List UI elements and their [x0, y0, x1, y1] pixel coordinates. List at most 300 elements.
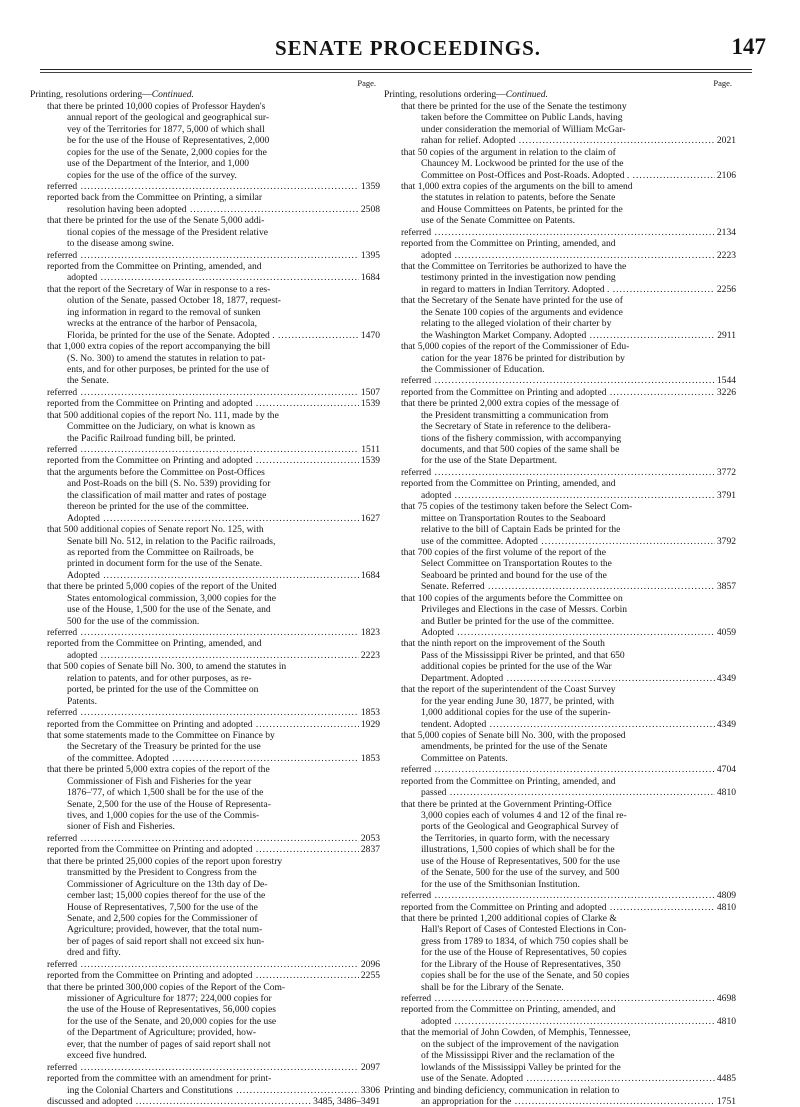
index-entry-text: Printing, resolutions ordering— — [384, 89, 506, 101]
page-reference: 1823 — [360, 627, 380, 638]
page-reference: 3857 — [716, 581, 736, 593]
index-entry-text: referred ..... — [47, 250, 380, 261]
index-entry-text: reported from the Committee on Printing and adopted ..... — [401, 387, 736, 398]
index-entry-text: for the year ending June 30, 1877, be printed, with — [421, 695, 615, 707]
index-entry-text: referred ..... — [47, 181, 380, 192]
index-line — [384, 112, 736, 123]
index-line — [384, 330, 736, 341]
index-line — [384, 833, 736, 844]
index-entry-text: Department. Adopted ..... — [421, 673, 736, 684]
index-line — [30, 581, 380, 592]
index-line — [384, 284, 736, 295]
index-line — [384, 478, 736, 489]
index-line — [30, 250, 380, 261]
index-line — [30, 684, 380, 695]
index-entry-text: that there be printed 10,000 copies of Professor Hayden's — [47, 100, 266, 112]
index-entry-text: reported from the committee with an amendment for print- — [47, 1073, 272, 1085]
index-line — [384, 673, 736, 684]
index-entry-text: that 5,000 copies of Senate bill No. 300, with the proposed — [401, 729, 626, 741]
index-line — [384, 101, 736, 112]
index-line — [384, 238, 736, 249]
index-entry-text: for the use of the House of Representatives, 50 copies — [421, 947, 627, 959]
index-entry-text: Committee on Patents. — [421, 752, 508, 764]
page-reference: 3485, 3486–3491 — [313, 1095, 380, 1107]
index-line — [384, 1085, 736, 1096]
index-line — [384, 593, 736, 604]
index-line — [384, 616, 736, 627]
index-entry-text: that the report of the superintendent of the Coast Survey — [401, 684, 616, 696]
index-entry-text: for the Library of the House of Representatives, 350 — [421, 958, 621, 970]
index-line — [30, 776, 380, 787]
index-line — [384, 627, 736, 638]
index-entry-text: for the use of the Senate, and 20,000 copies for the use — [67, 1015, 277, 1027]
index-entry-text: referred ..... — [47, 444, 380, 455]
index-entry-text: and House Committees on Patents, be printed for the — [421, 203, 623, 215]
index-line — [384, 204, 736, 215]
index-line — [30, 799, 380, 810]
index-line — [30, 455, 380, 466]
index-entry-text: ever, that the number of pages of said report shall not — [67, 1038, 271, 1050]
index-line — [30, 1096, 380, 1107]
index-line — [384, 730, 736, 741]
index-entry-text: Committee on Post-Offices and Post-Roads. Adopted . ..... — [421, 170, 736, 181]
index-entry-text: copies shall be for the use of the Senate, and 50 copies — [421, 970, 630, 982]
index-line — [30, 284, 380, 295]
index-line — [384, 318, 736, 329]
index-entry-text: sioner of Fish and Fisheries. — [67, 821, 175, 833]
index-entry-text: the Secretary of the Treasury be printed for the use — [67, 741, 261, 753]
index-line — [30, 1016, 380, 1027]
index-line — [384, 124, 736, 135]
index-entry-text: cember last; 15,000 copies thereof for the use of the — [67, 890, 266, 902]
index-line — [384, 490, 736, 501]
index-entry-text: use of the Department of the Interior, and 1,000 — [67, 158, 250, 170]
index-entry-text: Agriculture; provided, however, that the total num- — [67, 924, 263, 936]
index-line — [30, 833, 380, 844]
index-entry-text: reported from the Committee on Printing and adopted ..... — [47, 455, 380, 466]
index-line — [384, 295, 736, 306]
index-entry-text: testimony printed in the investigation now pending — [421, 272, 616, 284]
page-reference: 4349 — [716, 672, 736, 684]
index-entry-text: that there be printed 5,000 extra copies of the report of the — [47, 764, 270, 776]
index-entry-text: ing the Colonial Charters and Constitutions ..... — [67, 1085, 380, 1096]
index-entry-text: adopted ..... — [67, 650, 380, 661]
continued-label: Continued. — [151, 89, 194, 101]
index-line — [30, 661, 380, 672]
index-line — [384, 501, 736, 512]
index-entry-text: Senate bill No. 512, in relation to the Pacific railroads, — [67, 535, 276, 547]
index-entry-text: ing information in regard to the removal of sunken — [67, 306, 261, 318]
index-entry-text: ports of the Geological and Geographical Survey of — [421, 821, 619, 833]
index-line — [30, 101, 380, 112]
index-entry-text: referred ..... — [47, 833, 380, 844]
index-line — [384, 821, 736, 832]
index-entry-text: reported from the Committee on Printing, amended, and — [401, 1004, 616, 1016]
index-line — [384, 696, 736, 707]
index-entry-text: that some statements made to the Committee on Finance by — [47, 729, 275, 741]
index-entry-text: shall be for the Library of the Senate. — [421, 981, 564, 993]
index-entry-text: that 500 copies of Senate bill No. 300, to amend the statutes in — [47, 661, 287, 673]
index-line — [384, 982, 736, 993]
index-entry-text: vey of the Territories for 1877, 5,000 of which shall — [67, 123, 265, 135]
index-entry-text: that 1,000 extra copies of the arguments on the bill to amend — [401, 180, 633, 192]
index-line — [30, 1027, 380, 1038]
index-line — [384, 558, 736, 569]
page-reference: 4698 — [716, 993, 736, 1004]
page-reference: 4704 — [716, 764, 736, 776]
index-entry-text: (S. No. 300) to amend the statutes in relation to pat- — [67, 352, 266, 364]
index-line — [384, 764, 736, 775]
index-line — [384, 547, 736, 558]
index-entry-text: lowlands of the Mississippi Valley be printed for the — [421, 1061, 621, 1073]
index-entry-text: the Secretary of State in reference to the delibera- — [421, 421, 611, 433]
page-column-label: Page. — [357, 78, 376, 88]
index-line — [384, 181, 736, 192]
index-line — [384, 192, 736, 203]
right-column — [384, 78, 736, 1107]
index-line — [30, 741, 380, 752]
index-line — [30, 924, 380, 935]
index-line — [30, 856, 380, 867]
index-entry-text: of the committee. Adopted ..... — [67, 753, 380, 764]
index-line — [30, 375, 380, 386]
index-line — [30, 192, 380, 203]
index-line — [384, 387, 736, 398]
index-line — [30, 821, 380, 832]
index-line — [384, 398, 736, 409]
index-entry-text: the Washington Market Company. Adopted ..... — [421, 330, 736, 341]
index-line — [384, 638, 736, 649]
page-reference: 2223 — [716, 249, 736, 261]
index-line — [30, 638, 380, 649]
index-entry-text: use of the House, 1,500 for the use of the Senate, and — [67, 604, 271, 616]
index-line — [30, 364, 380, 375]
index-line — [30, 1085, 380, 1096]
page-reference: 1359 — [360, 180, 380, 192]
index-line — [30, 730, 380, 741]
index-entry-text: that there be printed 5,000 copies of the report of the United — [47, 581, 277, 593]
index-line — [384, 936, 736, 947]
index-line — [384, 741, 736, 752]
index-entry-text: ported, be printed for the use of the Committee on — [67, 684, 259, 696]
index-entry-text: reported from the Committee on Printing, amended, and — [47, 638, 262, 650]
index-entry-text: referred ..... — [401, 764, 736, 775]
index-line — [384, 581, 736, 592]
index-entry-text: documents, and that 500 copies of the same shall be — [421, 444, 620, 455]
index-line — [30, 913, 380, 924]
page-reference: 1627 — [360, 512, 380, 524]
page-reference: 4810 — [716, 901, 736, 913]
page-reference: 3772 — [716, 466, 736, 478]
index-line — [384, 170, 736, 181]
index-line — [30, 147, 380, 158]
index-entry-text: discussed and adopted ..... — [47, 1096, 380, 1107]
index-line — [30, 89, 380, 100]
index-line — [30, 879, 380, 890]
index-line — [30, 170, 380, 181]
page-reference: 1751 — [716, 1095, 736, 1107]
index-entry-text: referred ..... — [401, 375, 736, 386]
index-line — [30, 295, 380, 306]
index-entry-text: the Territories, in quarto form, with the necessary — [421, 832, 610, 844]
index-line — [30, 844, 380, 855]
index-line — [30, 410, 380, 421]
index-line — [384, 272, 736, 283]
index-line — [30, 444, 380, 455]
page-reference: 1853 — [360, 752, 380, 764]
index-line — [30, 810, 380, 821]
index-entry-text: tions of the fishery commission, with accompanying — [421, 432, 622, 444]
index-entry-text: that the report of the Secretary of War in response to a res- — [47, 283, 271, 295]
index-entry-text: passed ..... — [421, 787, 736, 798]
index-entry-text: that 1,000 extra copies of the report accompanying the bill — [47, 341, 271, 353]
index-entry-text: the President transmitting a communication from — [421, 409, 609, 421]
index-entry-text: that the Committee on Territories be authorized to have the — [401, 261, 627, 272]
index-line — [384, 776, 736, 787]
index-entry-text: missioner of Agriculture for 1877; 224,000 copies for — [67, 993, 272, 1004]
index-entry-text: that there be printed for the use of the Senate the testimony — [401, 100, 627, 112]
index-line — [30, 719, 380, 730]
index-entry-text: that 700 copies of the first volume of the report of the — [401, 546, 606, 558]
index-line — [30, 387, 380, 398]
index-line — [384, 433, 736, 444]
index-line — [384, 513, 736, 524]
index-entry-text: of the Senate, 500 for the use of the survey, and 500 — [421, 867, 620, 879]
index-line — [30, 890, 380, 901]
page-reference: 4349 — [716, 718, 736, 730]
index-line — [30, 970, 380, 981]
index-line — [384, 536, 736, 547]
index-entry-text: referred ..... — [47, 1062, 380, 1073]
index-entry-text: as reported from the Committee on Railroads, be — [67, 546, 254, 558]
page-reference: 2134 — [716, 226, 736, 238]
index-entry-text: referred ..... — [401, 467, 736, 478]
index-line — [384, 867, 736, 878]
index-entry-text: on the subject of the improvement of the navigation — [421, 1038, 619, 1050]
index-line — [384, 902, 736, 913]
index-entry-text: the statutes in relation to patents, before the Senate — [421, 192, 616, 204]
page-reference: 4810 — [716, 787, 736, 799]
index-line — [30, 1050, 380, 1061]
index-entry-text: Printing, resolutions ordering— — [30, 89, 152, 101]
index-entry-text: gress from 1789 to 1834, of which 750 copies shall be — [421, 935, 629, 947]
index-entry-text: Pass of the Mississippi River be printed, and that 650 — [421, 649, 625, 661]
index-entry-text: to the disease among swine. — [67, 238, 174, 250]
index-line — [30, 501, 380, 512]
index-line — [384, 959, 736, 970]
index-entry-text: Adopted ..... — [67, 570, 380, 581]
index-line — [384, 707, 736, 718]
page-reference: 2106 — [716, 169, 736, 181]
index-line — [30, 467, 380, 478]
index-entry-text: 1876–'77, of which 1,500 shall be for the use of the — [67, 787, 264, 799]
index-entry-text: Senate. Referred ..... — [421, 581, 736, 592]
index-entry-text: of the Mississippi River and the reclamation of the — [421, 1050, 615, 1062]
index-entry-text: reported from the Committee on Printing and adopted ..... — [47, 398, 380, 409]
index-entry-text: that 5,000 copies of the report of the Commissioner of Edu- — [401, 341, 630, 353]
index-entry-text: referred ..... — [401, 227, 736, 238]
index-line — [384, 364, 736, 375]
page-reference: 4809 — [716, 890, 736, 902]
index-line — [30, 124, 380, 135]
index-line — [384, 261, 736, 272]
index-entry-text: the Commissioner of Education. — [421, 363, 545, 375]
index-entry-text: Chauncey M. Lockwood be printed for the use of the — [421, 158, 624, 170]
page-reference: 1853 — [360, 707, 380, 719]
index-line — [384, 570, 736, 581]
index-entry-text: ber of pages of said report shall not exceed six hun- — [67, 935, 265, 947]
index-entry-text: the Senate. — [67, 375, 109, 387]
page-reference: 1539 — [360, 398, 380, 410]
index-entry-text: copies for the use of the office of the survey. — [67, 169, 237, 181]
index-line — [384, 1073, 736, 1084]
index-entry-text: tional copies of the message of the President relative — [67, 226, 268, 238]
index-entry-text: Senate, and 2,500 copies for the Commissioner of — [67, 912, 258, 924]
index-entry-text: House of Representatives, 7,500 for the use of the — [67, 901, 258, 913]
index-entry-text: referred ..... — [47, 627, 380, 638]
index-line — [384, 444, 736, 455]
page-reference: 2256 — [716, 283, 736, 295]
index-entry-text: relation to patents, and for other purposes, as re- — [67, 672, 252, 684]
index-line — [384, 215, 736, 226]
index-entry-text: that there be printed at the Government Printing-Office — [401, 798, 612, 810]
index-line — [384, 661, 736, 672]
index-line — [384, 1050, 736, 1061]
index-entry-text: reported from the Committee on Printing, amended, and — [47, 261, 262, 272]
index-entry-text: that the ninth report on the improvement of the South — [401, 638, 605, 650]
page-reference: 2097 — [360, 1061, 380, 1073]
index-entry-text: adopted ..... — [421, 1016, 736, 1027]
index-line — [384, 1004, 736, 1015]
left-column — [30, 78, 380, 1107]
index-entry-text: that the memorial of John Cowden, of Memphis, Tennessee, — [401, 1027, 631, 1039]
index-entry-text: States entomological commission, 3,000 copies for the — [67, 592, 276, 604]
index-entry-text: that 500 additional copies of Senate report No. 125, with — [47, 524, 264, 536]
index-line — [384, 856, 736, 867]
index-entry-text: Privileges and Elections in the case of Messrs. Corbin — [421, 604, 628, 616]
index-line — [30, 902, 380, 913]
index-line — [30, 696, 380, 707]
index-line — [30, 536, 380, 547]
index-line — [30, 421, 380, 432]
page-reference: 3306 — [360, 1084, 380, 1096]
index-line — [384, 524, 736, 535]
index-entry-text: use of the Senate. Adopted ..... — [421, 1073, 736, 1084]
header-rule — [40, 69, 752, 70]
index-entry-text: tives, and 1,000 copies for the use of the Commis- — [67, 810, 260, 821]
index-line — [384, 844, 736, 855]
index-line — [384, 787, 736, 798]
index-line — [30, 1004, 380, 1015]
index-line — [30, 753, 380, 764]
index-entry-text: that 500 additional copies of the report No. 111, made by the — [47, 409, 279, 421]
index-entry-text: adopted ..... — [421, 490, 736, 501]
index-line — [30, 547, 380, 558]
index-line — [30, 707, 380, 718]
index-entry-text: Senate, 2,500 for the use of the House of Representa- — [67, 798, 271, 810]
index-line — [30, 135, 380, 146]
index-entry-text: wrecks at the entrance of the harbor of Pensacola, — [67, 318, 258, 330]
index-entry-text: that 50 copies of the argument in relation to the claim of — [401, 146, 616, 158]
index-entry-text: copies for the use of the Senate, 2,000 copies for the — [67, 146, 267, 158]
index-entry-text: use of the Senate Committee on Patents. — [421, 215, 576, 227]
index-line — [384, 1039, 736, 1050]
index-entry-text: and Post-Roads on the bill (S. No. 539) providing for — [67, 478, 271, 490]
page-number: 147 — [731, 34, 766, 59]
index-entry-text: reported from the Committee on Printing and adopted ..... — [401, 902, 736, 913]
index-line — [384, 421, 736, 432]
index-entry-text: adopted ..... — [421, 250, 736, 261]
index-line — [30, 993, 380, 1004]
index-entry-text: exceed five hundred. — [67, 1050, 147, 1062]
index-entry-text: dred and fifty. — [67, 947, 121, 959]
continued-label: Continued. — [505, 89, 548, 101]
index-line — [384, 341, 736, 352]
index-entry-text: the use of the House of Representatives, 56,000 copies — [67, 1004, 276, 1016]
index-line — [384, 1096, 736, 1107]
index-line — [30, 318, 380, 329]
index-line — [384, 227, 736, 238]
index-line — [384, 810, 736, 821]
index-entry-text: for the use of the Smithsonian Institution. — [421, 878, 580, 890]
index-entry-text: under consideration the memorial of William McGar- — [421, 123, 626, 135]
index-entry-text: the Senate 100 copies of the arguments and evidence — [421, 306, 623, 318]
page-reference: 4059 — [716, 627, 736, 638]
index-entry-text: olution of the Senate, passed October 18, 1877, request- — [67, 295, 281, 307]
index-entry-text: amendments, be printed for the use of the Senate — [421, 741, 608, 753]
index-entry-text: that 75 copies of the testimony taken before the Select Com- — [401, 501, 633, 513]
index-line — [30, 215, 380, 226]
index-line — [384, 147, 736, 158]
index-entry-text: reported from the Committee on Printing, amended, and — [401, 478, 616, 490]
index-line — [384, 719, 736, 730]
index-line — [30, 982, 380, 993]
index-line — [384, 753, 736, 764]
index-line — [30, 593, 380, 604]
index-line — [30, 673, 380, 684]
index-line — [30, 272, 380, 283]
index-entry-text: referred ..... — [401, 890, 736, 901]
index-entry-text: the classification of mail matter and rates of postage — [67, 489, 267, 501]
index-line — [30, 604, 380, 615]
index-entry-text: Commissioner of Agriculture on the 13th day of De- — [67, 878, 268, 890]
index-entry-text: mittee on Transportation Routes to the Seaboard — [421, 512, 606, 524]
index-line — [384, 604, 736, 615]
index-line — [30, 1039, 380, 1050]
index-entry-text: that 100 copies of the arguments before the Committee on — [401, 592, 623, 604]
index-line — [30, 341, 380, 352]
index-line — [384, 799, 736, 810]
page-reference: 2837 — [360, 844, 380, 856]
page-reference: 3791 — [716, 489, 736, 501]
index-line — [30, 1062, 380, 1073]
index-entry-text: referred ..... — [47, 959, 380, 970]
index-line — [30, 616, 380, 627]
index-entry-text: that there be printed 300,000 copies of the Report of the Com- — [47, 981, 286, 993]
index-line — [384, 307, 736, 318]
index-entry-text: reported from the Committee on Printing, amended, and — [401, 775, 616, 787]
index-entry-text: 3,000 copies each of volumes 4 and 12 of the final re- — [421, 810, 627, 821]
index-entry-text: ents, and for other purposes, be printed for the use of — [67, 363, 270, 375]
page-reference: 2508 — [360, 203, 380, 215]
index-line — [30, 433, 380, 444]
index-entry-text: relating to the alleged violation of their charter by — [421, 318, 612, 330]
index-entry-text: for the use of the State Department. — [421, 455, 557, 467]
index-entry-text: reported back from the Committee on Printing, a similar — [47, 192, 263, 204]
index-entry-text: Hall's Report of Cases of Contested Elections in Con- — [421, 924, 627, 936]
index-line — [384, 684, 736, 695]
index-line — [384, 913, 736, 924]
